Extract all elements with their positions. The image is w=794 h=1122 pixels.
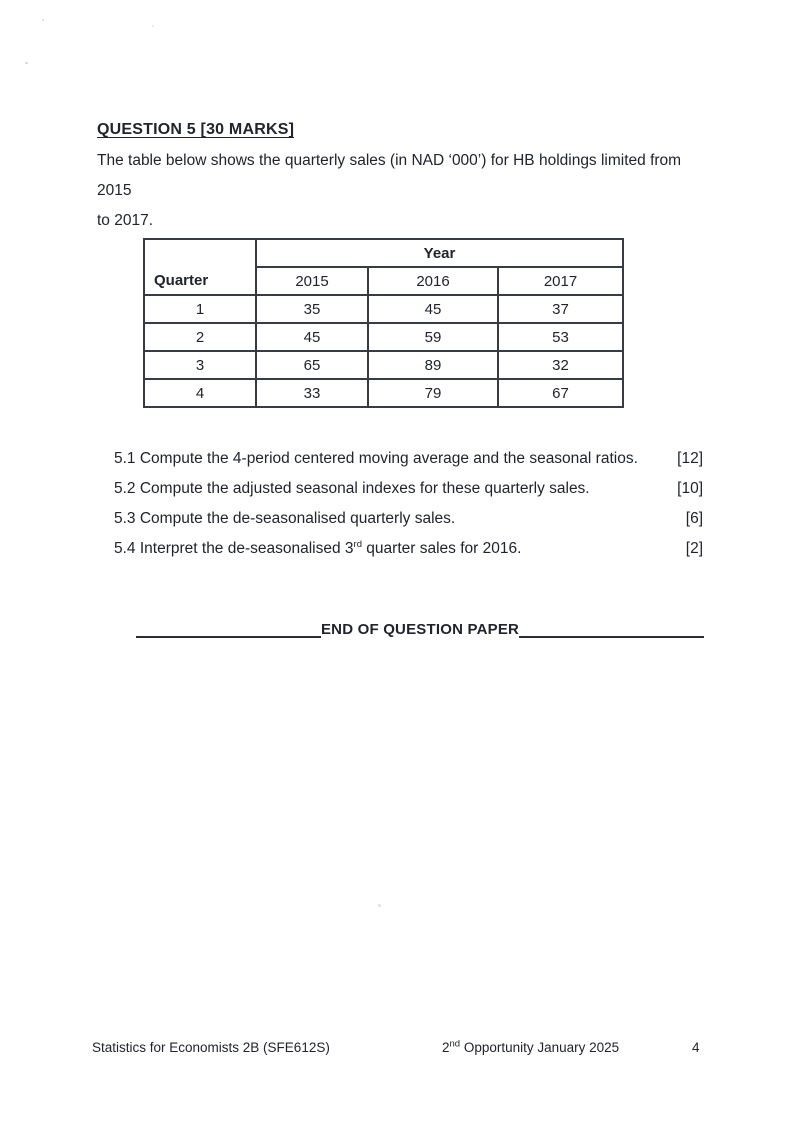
sales-cell: 89 [368,351,498,379]
table-row [144,379,623,407]
quarter-column-header: Quarter [144,239,256,295]
sales-cell: 65 [256,351,368,379]
page-number: 4 [692,1040,700,1055]
question-intro [97,146,717,236]
sales-cell: 67 [498,379,623,407]
question-heading: QUESTION 5 [30 MARKS] [97,121,295,138]
scan-speck [152,25,154,27]
end-rule-right [519,636,704,638]
table-row [144,295,623,323]
question-text: 5.4 Interpret the de-seasonalised 3rd quarter sales for 2016. [114,538,522,557]
question-text: 5.1 Compute the 4-period centered moving average and the seasonal ratios. [114,450,638,467]
marks-badge: [2] [685,540,703,557]
question-5-3 [114,504,703,534]
footer-course-title: Statistics for Economists 2B (SFE612S) [92,1040,330,1055]
sales-cell: 35 [256,295,368,323]
question-5-2 [114,474,703,504]
marks-badge: [6] [685,510,703,527]
question-5-4 [114,534,703,564]
marks-badge: [10] [677,480,703,497]
table-header-row [144,239,623,267]
question-text: 5.2 Compute the adjusted seasonal indexes for these quarterly sales. [114,480,590,497]
sub-questions [114,444,703,564]
sales-cell: 59 [368,323,498,351]
year-group-header: Year [256,239,623,267]
quarter-cell: 3 [144,351,256,379]
end-of-paper-marker [136,620,704,640]
sales-cell: 33 [256,379,368,407]
year-header-2017: 2017 [498,267,623,295]
page-footer [0,1040,794,1062]
intro-line: The table below shows the quarterly sales (in NAD ‘000’) for HB holdings limited from 2015 [97,152,682,199]
table-row [144,351,623,379]
sales-cell: 32 [498,351,623,379]
scan-speck [25,62,28,64]
sales-cell: 37 [498,295,623,323]
end-of-paper-label: END OF QUESTION PAPER [320,621,520,638]
table-row [144,323,623,351]
question-text: 5.3 Compute the de-seasonalised quarterly sales. [114,510,456,527]
footer-session-label: 2nd Opportunity January 2025 [442,1038,620,1055]
question-5-1 [114,444,703,474]
end-rule-left [136,636,321,638]
year-header-2016: 2016 [368,267,498,295]
quarter-cell: 2 [144,323,256,351]
scan-speck [378,904,381,907]
sales-cell: 79 [368,379,498,407]
quarter-cell: 1 [144,295,256,323]
scan-speck [42,19,44,21]
sales-cell: 45 [368,295,498,323]
intro-line: to 2017. [97,212,154,229]
marks-badge: [12] [677,450,703,467]
quarterly-sales-table [143,238,624,408]
quarter-cell: 4 [144,379,256,407]
year-header-2015: 2015 [256,267,368,295]
sales-cell: 53 [498,323,623,351]
sales-cell: 45 [256,323,368,351]
